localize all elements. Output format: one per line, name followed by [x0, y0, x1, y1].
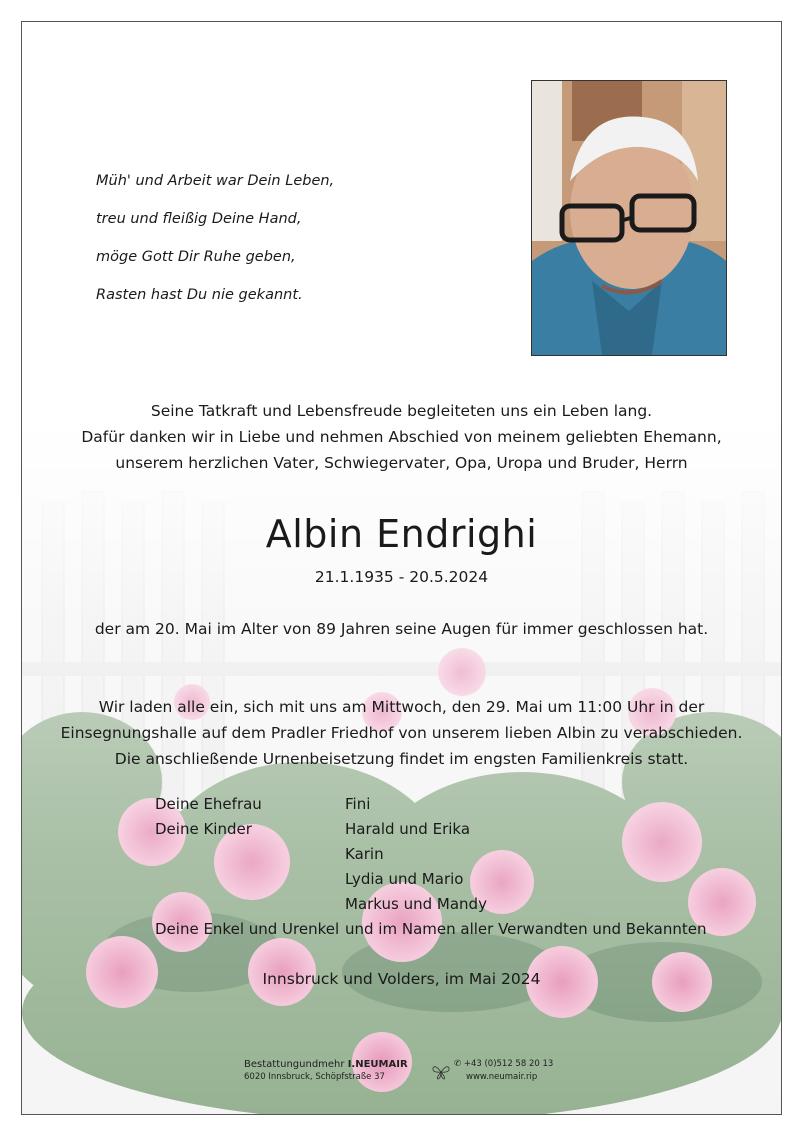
- family-role: [155, 842, 345, 867]
- footer-company: [244, 1058, 408, 1084]
- company-logo: [244, 1058, 408, 1071]
- family-names: Lydia und Mario: [345, 870, 464, 888]
- company-address: 6020 Innsbruck, Schöpfstraße 37: [244, 1072, 385, 1082]
- poem-line: möge Gott Dir Ruhe geben,: [96, 249, 296, 265]
- poem-line: Müh' und Arbeit war Dein Leben,: [96, 173, 335, 189]
- life-dates: 21.1.1935 - 20.5.2024: [314, 568, 489, 586]
- family-names: und im Namen aller Verwandten und Bekannten: [345, 920, 707, 938]
- family-list: [155, 792, 707, 942]
- poem-line: treu und fleißig Deine Hand,: [96, 211, 302, 227]
- family-role: Deine Kinder: [155, 820, 252, 838]
- phone-number: +43 (0)512 58 20 13: [463, 1059, 554, 1069]
- family-row: [155, 917, 707, 942]
- family-names: Karin: [345, 845, 384, 863]
- footer: [22, 1054, 781, 1094]
- deceased-name: Albin Endrighi: [265, 512, 538, 556]
- poem-line: Rasten hast Du nie gekannt.: [96, 287, 303, 303]
- family-role: [155, 867, 345, 892]
- family-row: [155, 817, 707, 842]
- intro-line: Seine Tatkraft und Lebensfreude begleiteten uns ein Leben lang.: [150, 402, 653, 420]
- family-names: Markus und Mandy: [345, 895, 487, 913]
- family-row: [155, 792, 707, 817]
- company-website: www.neumair.rip: [466, 1072, 538, 1082]
- phone-icon: ✆: [454, 1059, 462, 1069]
- intro-line: unserem herzlichen Vater, Schwiegervater, Opa, Uropa und Bruder, Herrn: [115, 454, 688, 472]
- intro-line: Dafür danken wir in Liebe und nehmen Abschied von meinem geliebten Ehemann,: [81, 428, 722, 446]
- death-text: der am 20. Mai im Alter von 89 Jahren seine Augen für immer geschlossen hat.: [94, 620, 709, 638]
- intro-text: [22, 398, 781, 476]
- brand-prefix: Bestattungundmehr: [244, 1059, 345, 1070]
- family-names: Harald und Erika: [345, 820, 471, 838]
- invitation-line: Die anschließende Urnenbeisetzung findet im engsten Familienkreis statt.: [114, 750, 689, 768]
- poem: [96, 162, 334, 314]
- family-names: Fini: [345, 795, 371, 813]
- company-phone: [454, 1058, 553, 1071]
- family-role: Deine Ehefrau: [155, 795, 262, 813]
- family-row: [155, 892, 707, 917]
- place-date: Innsbruck und Volders, im Mai 2024: [262, 970, 541, 988]
- family-role: [155, 892, 345, 917]
- family-row: [155, 842, 707, 867]
- butterfly-icon: [432, 1064, 450, 1080]
- footer-contact: [454, 1058, 553, 1084]
- invitation-line: Wir laden alle ein, sich mit uns am Mittwoch, den 29. Mai um 11:00 Uhr in der: [98, 698, 705, 716]
- parte-card: [21, 21, 782, 1115]
- brand-name: I.NEUMAIR: [347, 1059, 408, 1070]
- invitation-line: Einsegnungshalle auf dem Pradler Friedhof von unserem lieben Albin zu verabschieden.: [60, 724, 743, 742]
- family-role: Deine Enkel und Urenkel: [155, 920, 340, 938]
- invitation-text: [22, 694, 781, 772]
- portrait-image: [532, 81, 726, 355]
- portrait-photo: [531, 80, 727, 356]
- family-row: [155, 867, 707, 892]
